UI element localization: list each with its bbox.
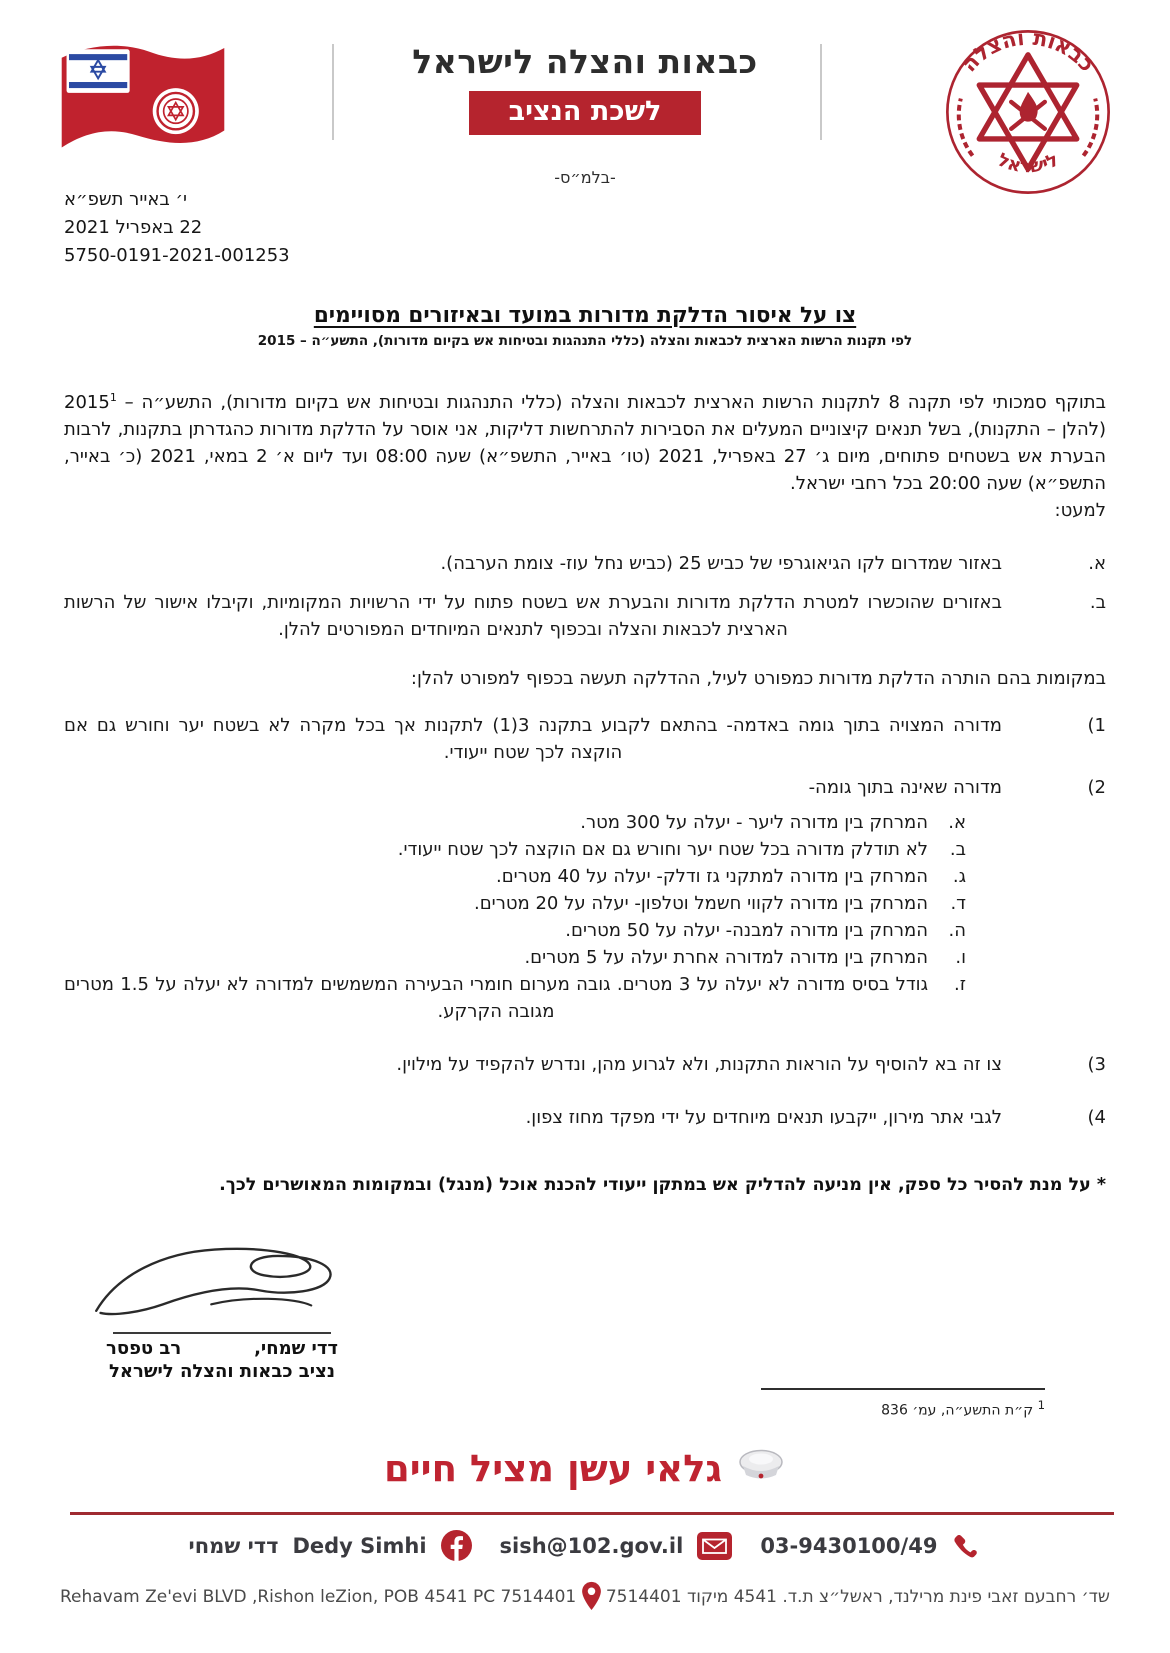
date-block [64, 186, 290, 270]
contact-name-english: Dedy Simhi [292, 1533, 427, 1558]
list-item-marker: ד. [950, 893, 966, 914]
list-item-marker: ב. [949, 839, 966, 860]
org-title: כבאות והצלה לישראל [412, 42, 758, 81]
phone-icon [951, 1531, 981, 1561]
list-item [64, 712, 1106, 766]
emblem-bottom-text: לישראל [994, 149, 1062, 178]
conditions-list [64, 712, 1106, 1131]
list-item-text: לא תודלק מדורה בכל שטח יער וחורש גם אם הוקצה לכך שטח ייעודי. [397, 839, 928, 860]
contact-email: sish@102.gov.il [499, 1533, 684, 1558]
list-item [64, 589, 1106, 643]
facebook-icon [441, 1530, 472, 1561]
list-item-text: המרחק בין מדורה למדורה אחרת יעלה על 5 מטרים. [524, 947, 928, 968]
exceptions-list [64, 550, 1106, 643]
list-item-marker: 4) [1087, 1107, 1106, 1128]
clarification-note: * על מנת להסיר כל ספק, אין מניעה להדליק אש במתקן ייעודי להכנת אוכל (מנגל) ובמקומות המאושרים לכך. [219, 1175, 1106, 1195]
office-badge: לשכת הנציב [469, 91, 702, 135]
signatory-name-row [106, 1338, 338, 1359]
list-item-text: צו זה בא להוסיף על הוראות התקנות, ולא לגרוע מהן, ונדרש להקפיד על מילוין. [396, 1054, 1002, 1075]
list-item-marker: ב. [1089, 592, 1106, 613]
list-item-marker: ג. [952, 866, 966, 887]
footnote-reference: 1 [109, 391, 117, 404]
list-item-text: המרחק בין מדורה למבנה- יעלה על 50 מטרים. [565, 920, 928, 941]
classification-marking: -בלמ״ס- [554, 168, 616, 187]
footnote-text: ק״ת התשע״ה, עמ׳ 836 [881, 1402, 1034, 1419]
list-item [64, 890, 966, 917]
list-item-text: המרחק בין מדורה לקווי חשמל וטלפון- יעלה על 20 מטרים. [474, 893, 928, 914]
document-subtitle: לפי תקנות הרשות הארצית לכבאות והצלה (כללי התנהגות ובטיחות אש בקיום מדורות), התשע״ה – 2015 [257, 333, 913, 349]
footnote-marker: 1 [1037, 1398, 1045, 1412]
footer-divider [70, 1512, 1114, 1515]
list-item [64, 550, 1106, 577]
list-item [64, 836, 966, 863]
list-item-marker: 2) [1087, 777, 1106, 798]
list-item-text: באזורים שהוכשרו למטרת הדלקת מדורות והבערת אש בשטח פתוח על ידי הרשויות המקומיות, וקיבלו אישור של הרשות הארצית לכבאות והצלה ובכפוף לתנאים המיוחדים המפורטים להלן. [64, 592, 1002, 640]
list-item-marker: 1) [1087, 715, 1106, 736]
list-item [64, 809, 966, 836]
list-item-text: גודל בסיס מדורה לא יעלה על 3 מטרים. גובה מערום חומרי הבעירה המשמשים למדורה לא יעלה על 1.5 מטרים מגובה הקרקע. [64, 974, 929, 1022]
signatory-rank: רב טפסר [106, 1338, 182, 1359]
document-title: צו על איסור הדלקת מדורות במועד ובאיזורים מסויימים [313, 303, 857, 328]
header-divider-right [820, 44, 822, 140]
list-item [64, 1051, 1106, 1078]
address-hebrew: שד׳ רחבעם זאבי פינת מרילנד, ראשל״צ ת.ד. 4541 מיקוד 7514401 [605, 1586, 1110, 1607]
slogan-row [0, 1446, 1170, 1490]
document-body [64, 303, 1106, 1195]
envelope-icon [697, 1532, 732, 1560]
location-pin-icon [579, 1580, 604, 1613]
list-item-marker: ו. [955, 947, 966, 968]
list-item-marker: א. [948, 812, 966, 833]
smoke-detector-icon [736, 1446, 786, 1490]
contact-row [0, 1530, 1170, 1561]
signatory-role: נציב כבאות והצלה לישראל [109, 1361, 335, 1382]
contact-phone: 03-9430100/49 [760, 1533, 938, 1558]
signature-block [72, 1242, 372, 1382]
list-item [64, 971, 966, 1025]
list-item-marker: א. [1088, 553, 1106, 574]
list-item [64, 1104, 1106, 1131]
header-divider-left [332, 44, 334, 140]
list-item-marker: 3) [1087, 1054, 1106, 1075]
list-item-text: המרחק בין מדורה למתקני גז ודלק- יעלה על 40 מטרים. [496, 866, 928, 887]
emblem-top-text: כבאות והצלה [957, 28, 1100, 77]
intro-text-1: בתוקף סמכותי לפי תקנה 8 לתקנות הרשות הארצית לכבאות והצלה (כללי התנהגות ובטיחות אש בקיום מדורות), התשע״ה – 2015 [64, 392, 1107, 413]
slogan-text: גלאי עשן מציל חיים [384, 1446, 722, 1490]
except-label: למעט: [1054, 500, 1106, 521]
conditions-intro: במקומות בהם הותרה הדלקת מדורות כמפורט לעיל, ההדלקה תעשה בכפוף למפורט להלן: [410, 668, 1106, 689]
sub-conditions-list [64, 809, 966, 1025]
list-item [64, 944, 966, 971]
list-item [64, 917, 966, 944]
list-item-text: מדורה המצויה בתוך גומה באדמה- בהתאם לקבוע בתקנה 3(1) לתקנות אך בכל מקרה לא בשטח יער וחורש גם אם הוקצה לכך שטח ייעודי. [64, 715, 1003, 763]
intro-paragraph [64, 389, 1106, 497]
handwritten-signature [82, 1313, 362, 1332]
list-item-text: מדורה שאינה בתוך גומה- [808, 777, 1002, 798]
list-item-text: לגבי אתר מירון, ייקבעו תנאים מיוחדים על ידי מפקד מחוז צפון. [525, 1107, 1002, 1128]
footnote [761, 1388, 1045, 1419]
signature-rule [113, 1332, 331, 1334]
list-item [64, 774, 1106, 801]
intro-text-2: (להלן – התקנות), בשל תנאים קיצוניים המעלים את הסבירות להתרחשות דליקות, אני אוסר על הדלקת מדורות כהגדרתן בתקנות, לרבות הבערת אש בשטחים פתוחים, מיום ג׳ 27 באפריל, 2021 (טו׳ באייר, התשפ״א) שעה 08:00 ועד ליום א׳ 2 במאי, 2021 (כ׳ באייר, התשפ״א) שעה 20:00 בכל רחבי ישראל. [64, 419, 1107, 494]
list-item-text: המרחק בין מדורה ליער - יעלה על 300 מטר. [580, 812, 928, 833]
gregorian-date: 22 באפריל 2021 [64, 216, 203, 238]
list-item-marker: ז. [954, 974, 966, 995]
address-english: Rehavam Ze'evi BLVD ,Rishon leZion, POB 4541 PC 7514401 [60, 1586, 577, 1607]
hebrew-date: י׳ באייר תשפ״א [64, 189, 188, 210]
list-item [64, 863, 966, 890]
address-row [60, 1580, 1110, 1613]
contact-name-hebrew: דדי שמחי [188, 1533, 279, 1558]
reference-number: 5750-0191-2021-001253 [64, 244, 290, 266]
list-item-text: באזור שמדרום לקו הגיאוגרפי של כביש 25 (כביש נחל עוז- צומת הערבה). [440, 553, 1002, 574]
signatory-name: דדי שמחי, [254, 1338, 338, 1359]
list-item-marker: ה. [948, 920, 966, 941]
